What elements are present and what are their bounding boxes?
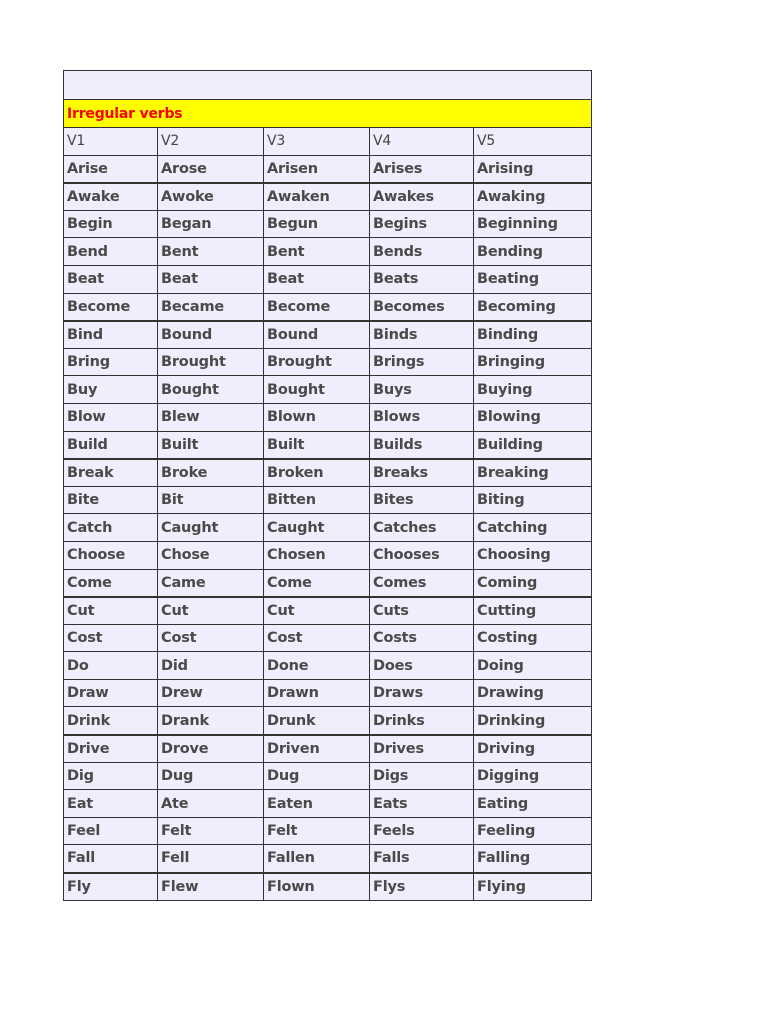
table-cell-v1: Fall [64,845,158,873]
table-cell-v2: Brought [158,348,264,376]
table-cell-v4: Drives [370,735,474,763]
table-cell-v1: Come [64,569,158,597]
table-cell-v3: Bound [264,321,370,349]
table-row [64,459,592,487]
table-cell-v1: Bend [64,238,158,266]
table-cell-v3: Begun [264,210,370,238]
table-cell-v1: Draw [64,679,158,707]
table-row [64,845,592,873]
column-header-v2: V2 [158,128,264,156]
table-cell-v3: Caught [264,514,370,542]
table-cell-v1: Blow [64,403,158,431]
table-cell-v5: Catching [474,514,592,542]
table-cell-v4: Costs [370,624,474,652]
table-cell-v5: Beginning [474,210,592,238]
table-cell-v5: Coming [474,569,592,597]
table-cell-v5: Cutting [474,597,592,625]
table-cell-v2: Ate [158,790,264,818]
table-cell-v4: Catches [370,514,474,542]
table-cell-v2: Began [158,210,264,238]
table-cell-v4: Comes [370,569,474,597]
table-row [64,210,592,238]
table-cell-v1: Eat [64,790,158,818]
table-cell-v1: Awake [64,183,158,211]
irregular-verbs-table [63,70,592,901]
table-cell-v3: Become [264,293,370,321]
table-cell-v3: Cut [264,597,370,625]
table-cell-v1: Break [64,459,158,487]
table-cell-v4: Beats [370,265,474,293]
table-cell-v3: Awaken [264,183,370,211]
table-row [64,762,592,790]
table-cell-v5: Awaking [474,183,592,211]
table-row [64,431,592,459]
table-cell-v5: Driving [474,735,592,763]
table-body [64,71,592,901]
table-cell-v1: Catch [64,514,158,542]
table-cell-v4: Brings [370,348,474,376]
table-cell-v4: Falls [370,845,474,873]
blank-row [64,71,592,100]
table-row [64,790,592,818]
table-cell-v5: Flying [474,873,592,901]
table-cell-v4: Blows [370,403,474,431]
table-cell-v4: Chooses [370,541,474,569]
table-cell-v5: Bringing [474,348,592,376]
table-cell-v2: Arose [158,155,264,183]
table-cell-v5: Blowing [474,403,592,431]
table-cell-v5: Doing [474,652,592,680]
table-cell-v3: Dug [264,762,370,790]
table-cell-v2: Cut [158,597,264,625]
table-cell-v1: Beat [64,265,158,293]
table-cell-v2: Fell [158,845,264,873]
table-cell-v1: Do [64,652,158,680]
table-cell-v4: Does [370,652,474,680]
table-cell-v3: Done [264,652,370,680]
table-cell-v4: Feels [370,817,474,845]
table-cell-v2: Drank [158,707,264,735]
table-cell-v1: Bring [64,348,158,376]
table-cell-v4: Cuts [370,597,474,625]
table-cell-v1: Cut [64,597,158,625]
table-cell-v2: Bent [158,238,264,266]
table-row [64,348,592,376]
table-cell-v1: Drive [64,735,158,763]
table-cell-v4: Eats [370,790,474,818]
table-cell-v2: Beat [158,265,264,293]
table-cell-v5: Buying [474,376,592,404]
table-cell-v2: Dug [158,762,264,790]
table-cell-v1: Cost [64,624,158,652]
table-cell-v3: Chosen [264,541,370,569]
table-row [64,624,592,652]
table-cell-v4: Arises [370,155,474,183]
table-cell-v5: Choosing [474,541,592,569]
table-cell-v5: Binding [474,321,592,349]
table-cell-v2: Chose [158,541,264,569]
header-row [64,128,592,156]
table-row [64,403,592,431]
table-row [64,376,592,404]
table-cell-v3: Drawn [264,679,370,707]
table-cell-v3: Flown [264,873,370,901]
table-row [64,155,592,183]
table-cell-v2: Blew [158,403,264,431]
table-cell-v1: Become [64,293,158,321]
table-cell-v3: Arisen [264,155,370,183]
table-cell-v3: Beat [264,265,370,293]
table-cell-v3: Cost [264,624,370,652]
table-cell-v4: Drinks [370,707,474,735]
table-cell-v4: Flys [370,873,474,901]
table-row [64,735,592,763]
table-cell-v5: Drinking [474,707,592,735]
table-cell-v5: Digging [474,762,592,790]
table-cell-v5: Falling [474,845,592,873]
table-cell-v4: Binds [370,321,474,349]
table-cell-v3: Eaten [264,790,370,818]
table-cell-v1: Arise [64,155,158,183]
table-cell-v3: Fallen [264,845,370,873]
table-cell-v3: Driven [264,735,370,763]
table-cell-v2: Built [158,431,264,459]
table-cell-v3: Bought [264,376,370,404]
table-cell-v4: Becomes [370,293,474,321]
table-cell-v4: Awakes [370,183,474,211]
table-cell-v4: Begins [370,210,474,238]
table-cell-v4: Breaks [370,459,474,487]
table-cell-v3: Broken [264,459,370,487]
table-cell-v2: Cost [158,624,264,652]
table-cell-v1: Build [64,431,158,459]
table-cell-v2: Drew [158,679,264,707]
table-cell-v5: Costing [474,624,592,652]
table-row [64,541,592,569]
table-cell-v2: Drove [158,735,264,763]
table-cell-v3: Bent [264,238,370,266]
table-cell-v3: Felt [264,817,370,845]
table-cell-v2: Bit [158,486,264,514]
table-cell-v1: Feel [64,817,158,845]
column-header-v5: V5 [474,128,592,156]
table-row [64,183,592,211]
table-cell-v2: Became [158,293,264,321]
table-cell-v3: Brought [264,348,370,376]
table-row [64,514,592,542]
table-cell-v2: Came [158,569,264,597]
table-cell-v4: Builds [370,431,474,459]
table-cell-v1: Buy [64,376,158,404]
table-row [64,817,592,845]
table-cell-v2: Awoke [158,183,264,211]
table-row [64,293,592,321]
column-header-v4: V4 [370,128,474,156]
table-cell-v1: Drink [64,707,158,735]
table-cell-v5: Eating [474,790,592,818]
table-row [64,321,592,349]
table-cell-v5: Beating [474,265,592,293]
table-cell-v3: Come [264,569,370,597]
table-row [64,597,592,625]
table-cell-v5: Breaking [474,459,592,487]
table-row [64,238,592,266]
table-title: Irregular verbs [64,100,592,128]
table-cell-v2: Bound [158,321,264,349]
table-cell-v5: Bending [474,238,592,266]
table-cell-v1: Bite [64,486,158,514]
table-cell-v2: Broke [158,459,264,487]
table-cell-v5: Becoming [474,293,592,321]
table-row [64,265,592,293]
table-row [64,679,592,707]
table-cell-v3: Blown [264,403,370,431]
table-cell-v4: Buys [370,376,474,404]
table-cell-v4: Bends [370,238,474,266]
table-row [64,873,592,901]
title-row [64,100,592,128]
table-cell-v3: Drunk [264,707,370,735]
table-cell-v5: Arising [474,155,592,183]
table-cell-v1: Bind [64,321,158,349]
column-header-v3: V3 [264,128,370,156]
table-cell-v3: Built [264,431,370,459]
table-cell-v5: Building [474,431,592,459]
table-cell-v1: Dig [64,762,158,790]
table-cell-v5: Drawing [474,679,592,707]
column-header-v1: V1 [64,128,158,156]
table-cell-v4: Digs [370,762,474,790]
table-cell-v5: Feeling [474,817,592,845]
table-row [64,569,592,597]
blank-cell [64,71,592,100]
table-row [64,652,592,680]
table-cell-v4: Draws [370,679,474,707]
table-cell-v5: Biting [474,486,592,514]
table-cell-v1: Begin [64,210,158,238]
table-row [64,707,592,735]
table-cell-v1: Choose [64,541,158,569]
table-row [64,486,592,514]
table-cell-v3: Bitten [264,486,370,514]
table-cell-v2: Felt [158,817,264,845]
table-cell-v4: Bites [370,486,474,514]
table-cell-v2: Did [158,652,264,680]
table-cell-v1: Fly [64,873,158,901]
table-cell-v2: Caught [158,514,264,542]
table-cell-v2: Flew [158,873,264,901]
table-cell-v2: Bought [158,376,264,404]
